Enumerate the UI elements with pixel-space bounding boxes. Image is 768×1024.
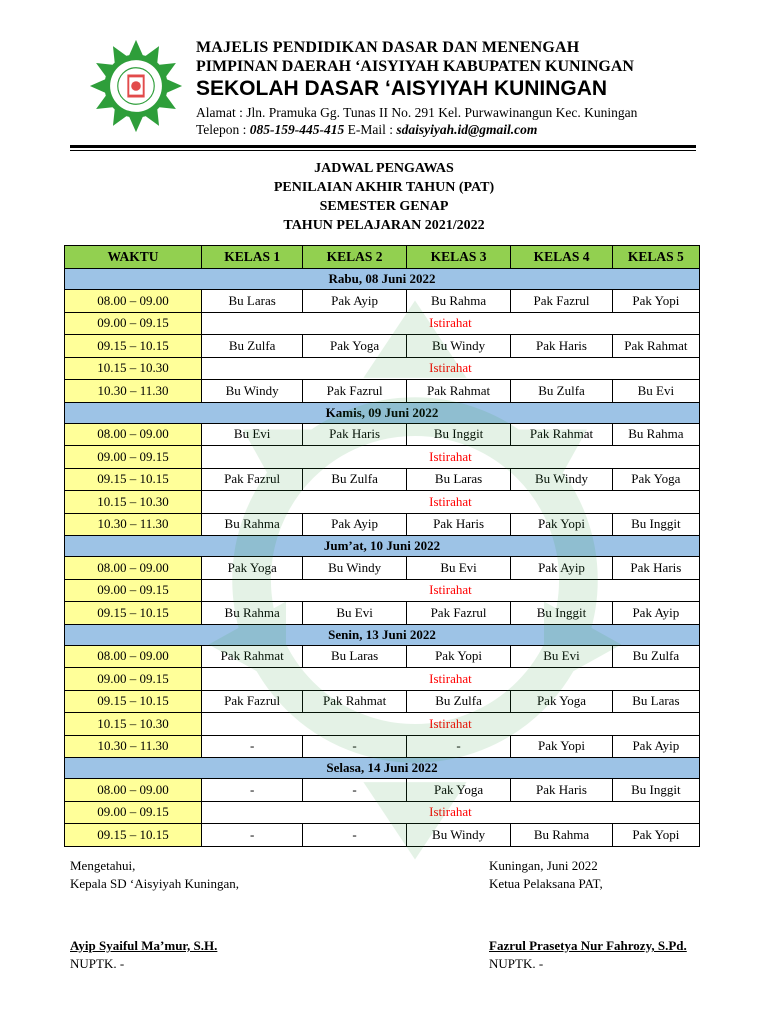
proctor-cell: Bu Evi <box>406 557 510 580</box>
sig-left-line1: Mengetahui, <box>70 858 136 873</box>
break-row <box>65 801 700 824</box>
column-header: KELAS 2 <box>303 246 406 269</box>
phone-number: 085-159-445-415 <box>249 122 345 137</box>
table-row <box>65 645 700 668</box>
proctor-cell: Pak Rahmat <box>612 335 699 358</box>
org-line-2: PIMPINAN DAERAH ‘AISYIYAH KABUPATEN KUNINGAN <box>196 58 634 75</box>
time-cell: 10.15 – 10.30 <box>65 491 202 514</box>
break-row <box>65 579 700 602</box>
table-row <box>65 380 700 403</box>
proctor-cell: Bu Rahma <box>201 513 302 536</box>
proctor-cell: Pak Haris <box>612 557 699 580</box>
table-row <box>65 423 700 446</box>
day-label: Rabu, 08 Juni 2022 <box>65 269 700 290</box>
time-cell: 09.15 – 10.15 <box>65 824 202 847</box>
break-row <box>65 713 700 736</box>
proctor-cell: - <box>406 735 510 758</box>
proctor-cell: Pak Yopi <box>511 735 612 758</box>
proctor-cell: Bu Zulfa <box>406 690 510 713</box>
proctor-cell: - <box>303 735 406 758</box>
column-header: KELAS 1 <box>201 246 302 269</box>
proctor-cell: Pak Yopi <box>406 645 510 668</box>
break-cell: Istirahat <box>201 801 699 824</box>
proctor-cell: Pak Ayip <box>511 557 612 580</box>
proctor-cell: Pak Fazrul <box>201 690 302 713</box>
break-row <box>65 357 700 380</box>
break-cell: Istirahat <box>201 491 699 514</box>
header-rule-thin <box>70 150 696 151</box>
org-line-1: MAJELIS PENDIDIKAN DASAR DAN MENENGAH <box>196 39 580 56</box>
break-cell: Istirahat <box>201 312 699 335</box>
proctor-cell: Bu Zulfa <box>201 335 302 358</box>
sig-left-line2: Kepala SD ‘Aisyiyah Kuningan, <box>70 876 239 891</box>
proctor-cell: Bu Rahma <box>511 824 612 847</box>
time-cell: 10.15 – 10.30 <box>65 713 202 736</box>
day-label: Kamis, 09 Juni 2022 <box>65 402 700 423</box>
proctor-cell: Bu Zulfa <box>511 380 612 403</box>
proctor-cell: Pak Haris <box>511 779 612 802</box>
proctor-cell: Bu Rahma <box>406 290 510 313</box>
sig-right-name: Fazrul Prasetya Nur Fahrozy, S.Pd. <box>489 938 687 953</box>
proctor-cell: Pak Yoga <box>406 779 510 802</box>
time-cell: 09.15 – 10.15 <box>65 690 202 713</box>
time-cell: 09.00 – 09.15 <box>65 446 202 469</box>
proctor-cell: Pak Yopi <box>612 824 699 847</box>
proctor-cell: Bu Laras <box>201 290 302 313</box>
time-cell: 08.00 – 09.00 <box>65 779 202 802</box>
time-cell: 08.00 – 09.00 <box>65 290 202 313</box>
time-cell: 08.00 – 09.00 <box>65 557 202 580</box>
proctor-cell: Pak Haris <box>303 423 406 446</box>
break-cell: Istirahat <box>201 713 699 736</box>
break-cell: Istirahat <box>201 668 699 691</box>
column-header: KELAS 5 <box>612 246 699 269</box>
break-cell: Istirahat <box>201 357 699 380</box>
proctor-cell: Pak Ayip <box>612 735 699 758</box>
time-cell: 09.00 – 09.15 <box>65 801 202 824</box>
proctor-cell: Pak Rahmat <box>406 380 510 403</box>
proctor-cell: Pak Rahmat <box>201 645 302 668</box>
time-cell: 10.15 – 10.30 <box>65 357 202 380</box>
proctor-cell: Bu Laras <box>303 645 406 668</box>
school-address: Alamat : Jln. Pramuka Gg. Tunas II No. 291 Kel. Purwawinangun Kec. Kuningan <box>196 105 638 120</box>
school-logo-icon <box>88 38 184 134</box>
proctor-cell: Pak Yoga <box>612 468 699 491</box>
proctor-cell: - <box>201 824 302 847</box>
time-cell: 09.15 – 10.15 <box>65 335 202 358</box>
sig-right-nuptk: NUPTK. - <box>489 956 544 971</box>
schedule-table <box>64 245 700 847</box>
break-row <box>65 668 700 691</box>
table-row <box>65 513 700 536</box>
time-cell: 09.15 – 10.15 <box>65 468 202 491</box>
table-row <box>65 335 700 358</box>
email-address: sdaisyiyah.id@gmail.com <box>396 122 538 137</box>
proctor-cell: Bu Zulfa <box>303 468 406 491</box>
proctor-cell: Bu Windy <box>303 557 406 580</box>
day-label: Jum’at, 10 Juni 2022 <box>65 536 700 557</box>
day-row <box>65 758 700 779</box>
sig-right-line2: Ketua Pelaksana PAT, <box>489 876 603 891</box>
proctor-cell: Pak Haris <box>511 335 612 358</box>
break-cell: Istirahat <box>201 446 699 469</box>
sig-left-nuptk: NUPTK. - <box>70 956 125 971</box>
table-row <box>65 468 700 491</box>
header-rule-thick <box>70 145 696 148</box>
time-cell: 08.00 – 09.00 <box>65 645 202 668</box>
time-cell: 10.30 – 11.30 <box>65 513 202 536</box>
table-row <box>65 690 700 713</box>
letterhead <box>196 38 756 138</box>
proctor-cell: Bu Laras <box>612 690 699 713</box>
break-cell: Istirahat <box>201 579 699 602</box>
break-row <box>65 491 700 514</box>
day-label: Senin, 13 Juni 2022 <box>65 624 700 645</box>
table-row <box>65 735 700 758</box>
proctor-cell: - <box>303 824 406 847</box>
sig-right-line1: Kuningan, Juni 2022 <box>489 858 598 873</box>
proctor-cell: Pak Fazrul <box>303 380 406 403</box>
proctor-cell: - <box>201 735 302 758</box>
column-header: KELAS 4 <box>511 246 612 269</box>
proctor-cell: Pak Yoga <box>511 690 612 713</box>
document-title <box>0 159 768 235</box>
proctor-cell: Pak Yoga <box>303 335 406 358</box>
proctor-cell: Pak Haris <box>406 513 510 536</box>
title-line-1: JADWAL PENGAWAS <box>314 161 454 176</box>
proctor-cell: Pak Rahmat <box>303 690 406 713</box>
proctor-cell: Bu Evi <box>511 645 612 668</box>
proctor-cell: Bu Evi <box>612 380 699 403</box>
proctor-cell: - <box>201 779 302 802</box>
break-row <box>65 312 700 335</box>
proctor-cell: Pak Rahmat <box>511 423 612 446</box>
proctor-cell: Pak Ayip <box>303 513 406 536</box>
day-row <box>65 269 700 290</box>
proctor-cell: Pak Fazrul <box>406 602 510 625</box>
proctor-cell: Pak Yopi <box>612 290 699 313</box>
proctor-cell: Bu Windy <box>406 335 510 358</box>
day-row <box>65 402 700 423</box>
table-row <box>65 779 700 802</box>
email-label: E-Mail : <box>344 122 397 137</box>
proctor-cell: Bu Laras <box>406 468 510 491</box>
proctor-cell: Bu Windy <box>406 824 510 847</box>
proctor-cell: Bu Rahma <box>201 602 302 625</box>
table-row <box>65 290 700 313</box>
proctor-cell: Bu Rahma <box>612 423 699 446</box>
phone-label: Telepon : <box>196 122 250 137</box>
day-label: Selasa, 14 Juni 2022 <box>65 758 700 779</box>
day-row <box>65 624 700 645</box>
school-name: SEKOLAH DASAR ‘AISYIYAH KUNINGAN <box>196 77 608 100</box>
title-line-4: TAHUN PELAJARAN 2021/2022 <box>283 218 485 233</box>
table-row <box>65 557 700 580</box>
proctor-cell: Bu Zulfa <box>612 645 699 668</box>
table-row <box>65 824 700 847</box>
signature-left <box>70 857 239 973</box>
time-cell: 09.00 – 09.15 <box>65 579 202 602</box>
time-cell: 10.30 – 11.30 <box>65 380 202 403</box>
proctor-cell: Bu Evi <box>303 602 406 625</box>
column-header: WAKTU <box>65 246 202 269</box>
proctor-cell: - <box>303 779 406 802</box>
column-header: KELAS 3 <box>406 246 510 269</box>
time-cell: 09.00 – 09.15 <box>65 668 202 691</box>
proctor-cell: Bu Inggit <box>406 423 510 446</box>
signature-right <box>489 857 687 973</box>
time-cell: 09.00 – 09.15 <box>65 312 202 335</box>
table-header-row <box>65 246 700 269</box>
proctor-cell: Pak Yopi <box>511 513 612 536</box>
table-row <box>65 602 700 625</box>
day-row <box>65 536 700 557</box>
proctor-cell: Pak Yoga <box>201 557 302 580</box>
sig-left-name: Ayip Syaiful Ma’mur, S.H. <box>70 938 218 953</box>
proctor-cell: Bu Inggit <box>511 602 612 625</box>
school-contact <box>196 121 756 138</box>
proctor-cell: Bu Windy <box>511 468 612 491</box>
proctor-cell: Bu Inggit <box>612 513 699 536</box>
break-row <box>65 446 700 469</box>
title-line-2: PENILAIAN AKHIR TAHUN (PAT) <box>273 180 495 195</box>
time-cell: 10.30 – 11.30 <box>65 735 202 758</box>
title-line-3: SEMESTER GENAP <box>319 199 449 214</box>
time-cell: 09.15 – 10.15 <box>65 602 202 625</box>
proctor-cell: Pak Fazrul <box>201 468 302 491</box>
proctor-cell: Bu Evi <box>201 423 302 446</box>
schedule-body <box>65 269 700 847</box>
proctor-cell: Pak Fazrul <box>511 290 612 313</box>
proctor-cell: Pak Ayip <box>303 290 406 313</box>
proctor-cell: Bu Windy <box>201 380 302 403</box>
proctor-cell: Pak Ayip <box>612 602 699 625</box>
proctor-cell: Bu Inggit <box>612 779 699 802</box>
time-cell: 08.00 – 09.00 <box>65 423 202 446</box>
